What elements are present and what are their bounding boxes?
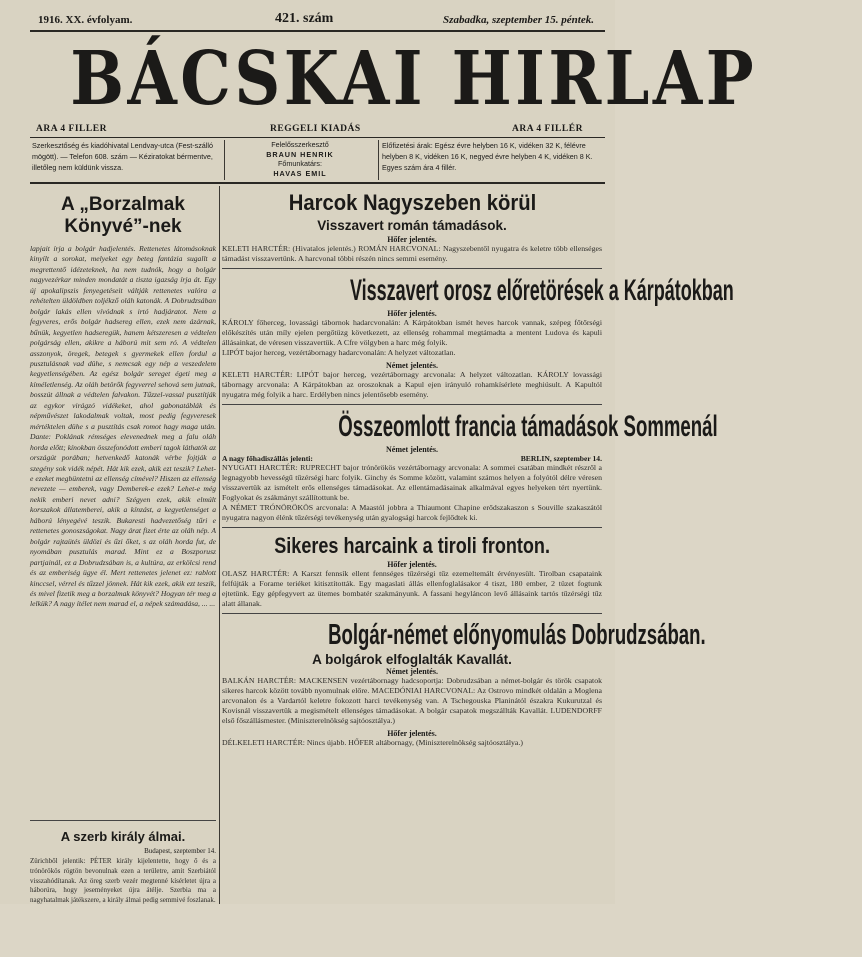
subhead-roman: Visszavert román támadások. (317, 218, 507, 233)
headline-somme (222, 409, 718, 445)
headline-dobrudzsa (222, 618, 706, 652)
report-label-1: Hőfer jelentés. (387, 235, 437, 244)
editor-label: Felelősszerkesztő (271, 140, 329, 149)
info-rule (30, 182, 605, 184)
paragraph-5: OLASZ HARCTÉR: A Karszt fennsík ellent fennséges tűzérségi tűz ezemeltemált érvényesült. Tirolban csapataink felfújták a Forame teriéket kitisztították. Egy magaslati állás ellenfoglalásakor 4 tiszt, 180 ember, 2 tüzet fogtunk ejtetünk. Egy gépfegyvert az ütemes bombatér szakmányunk. A fassani hegyláncon levő állásaink tartós tűzérségi tűz alatt állanak. (222, 569, 602, 608)
headline-nagyszeben (222, 190, 602, 216)
top-rule (30, 30, 605, 32)
paragraph-1: KELETI HARCTÉR: (Hivatalos jelentés.) ROMÁN HARCVONAL: Nagyszebentől nyugatra és keletre több ellenséges támadást visszavertünk. A harcvonal többi részén nincs semmi esemény. (222, 244, 602, 263)
sep-2 (222, 404, 602, 405)
left-article-headline: A „Borzalmak Könyvé”-nek (61, 194, 185, 237)
headline-dobrudzsa-text: Bolgár-német előnyomulás Dobrudzsában. (328, 619, 706, 651)
left-separator (30, 820, 216, 821)
issue-number: 421. szám (275, 11, 334, 26)
paragraph-2b: LIPÓT bajor herceg, vezértábornagy hadarcvonalán: A helyzet változatlan. (222, 348, 456, 357)
dateline-left: A nagy főhadiszállás jelenti: (222, 454, 313, 463)
headline-karpatok-text: Visszavert orosz előretörések a Kárpátokban (349, 274, 734, 307)
year-issue: 1916. XX. évfolyam. (38, 14, 133, 26)
left-article2-body: Zürichből jelentik: PÉTER király kijelentette, hogy ő és a trónörökös rögtön bevonulnak ezen a területre, amit Szerbiától visszahódítanak. Az öreg szerb vezér megtenné kísérletet újra a háborúra, hogy jeseményeket újra átélje. Szerbia ma a nagyhatalmak játékszere, a király álmai pedig semmivé foszlanak. (30, 857, 216, 905)
paragraph-6: BALKÁN HARCTÉR: MACKENSEN vezértábornagy hadcsoportja: Dobrudzsában a német-bolgár és török csapatok sikeres harcok között tovább nyomulnak előre. MACEDÓNIAI HARCVONAL: Az Ostrovo mindkét oldalán a Moglena arcvonalon és a Vardartól keletre fokozott harci tevékenység van. A Tschegouska Planinától északra Kukurutzal és Kovisnál visszavertük a megismételt ellenséges támadásokat. A bolgár csapatok megszállták Kavallát. LUDENDORFF első főszállásmester. (Miniszterelnökség sajtóosztálya.) (222, 676, 602, 725)
report-label-5: Hőfer jelentés. (387, 729, 437, 738)
staff-label: Főmunkatárs: (278, 159, 322, 168)
left-article2-headline: A szerb király álmai. (60, 829, 186, 844)
edition-label: REGGELI KIADÁS (270, 124, 361, 134)
paragraph-4: NYUGATI HARCTÉR: RUPRECHT bajor trónörökös vezértábornagy arcvonala: A sommei csatában mindkét részről a legnagyobb hevességű tűzérségi harc folyik. Ginchy és Somme között, valamint számos helyen a folyótól délre véresen visszavertük az ismételt erős ellenséges támadásokat. Az ellentámadásainak alkalmával egyes helyeken tért nyertünk. Foglyokat és zsákmányt szállítottunk be. (222, 463, 602, 502)
price-left: ARA 4 FILLER (36, 124, 107, 134)
headline-somme-text: Összeomlott francia támadások Sommenál (338, 410, 718, 443)
report-label-2: Hőfer jelentés. (387, 309, 437, 318)
sep-1 (222, 268, 602, 269)
info-divider-1 (224, 140, 225, 180)
dateline-berlin (222, 454, 602, 463)
headline-karpatok (222, 273, 734, 309)
subscription-info: Előfizetési árak: Egész évre helyben 16 K, vidéken 32 K, félévre helyben 8 K, vidéken 16 K, negyed évre helyben 4 K, vidéken 8 K. Egyes szám ára 4 fillér. (382, 141, 593, 172)
masthead-rule (30, 137, 605, 138)
top-info-bar (30, 11, 602, 28)
left-article-body: lapjait írja a bolgár hadjelentés. Rettenetes látomásoknak kinyílt a sorokat, melyeket egy beteg fantázia sugallt a megrettentő idézeteknek, ha nem tudnók, hogy a bolgár nagyvezérkar minden mondatát a tiszta igazság írja át. Egy új apokalipszis fenyegetéseit váltják rettenetes valóra a rehételten üldöldben toljékző oláh katonák. A Dobrudzsában bolgár lakás ellen vívódnak s irtó hadjáratot. Nem a fegyveres, erős bolgár hadsereg ellen, ezek nem ázárnak, bűnük, kegyetlen hadseregük, hanem kétszeresen a védtelen polgárság ellen, akikre a háború mit sem ró. A védtelen asszonyok, öregek, betegek s gyermekek ellen fordul a pusztulásnak vad dühe, s nemcsak egy nép a veszedelem kegyetlenségében. Az egész bolgár sereget égeti meg a kíméletlenség. Az oláh betörők fegyverrel sehová sem jutnak, bosszút állnak a védtelen falvakon. Tűzzel-vassal pusztítják az egykor virágzó vidékeket, ahol gabonatáblák és népművészet lakodalmak voltak, most pedig fegyveresek mértéktelen dühe s a pusztítás csak romot hagy maga után. Dante: Poklának rémséges elevenednek meg a falu oláh horda előtt; kínokban összefonódott emberi tagok láthatók az országút porában; hetvenkedő katonák vérbe fojtják a szegény sok vidék népét. Hát kik ezek, akik ezt teszik? Lehet-e ezeket megbüntetni az ellenség címével? Hiszen az ellenség nevezete — emberek, vagy Demberek-e ezek? Lehet-e még nekik emberi nevet adni? Szégyen ezek, akik elmúlt korszakok állatemberei, akik a kínzást, a kegyetlenséget a háború lényegévé teszik. Bukaresti hadvezetőség tűri e rettenetes gonoszságokat. Nagy árat fizet érte az oláh nép. A bolgár rajtaütés üldözi és űzi őket, s az oláh horda fut, de nyomában pusztulás marad. Mint ez a Boszporusz partjainál, ez a Dobrudzsában is, a kultúra, az erkölcsi rend és az emberiség ügye él. Mert rettenetes jelenet ez: rablott kinccsel, vérrel és tűzzel jönnek. Hát kik ezek, akik ezt teszik, és mivel fizetik meg a borzalmak könyvét? Hogyan tér meg a lelkük? A nagy ítélet nem marad el, a népek számadása, ... ... (30, 244, 216, 609)
headline-nagyszeben-text: Harcok Nagyszeben körül (288, 190, 536, 215)
staff-name: HAVAS EMIL (273, 168, 327, 178)
dateline-right: BERLIN, szeptember 14. (520, 454, 602, 463)
headline-tirol-text: Sikeres harcaink a tiroli fronton. (274, 533, 550, 558)
issue-date: Szabadka, szeptember 15. péntek. (443, 14, 594, 26)
left-column (30, 186, 216, 957)
headline-tirol (222, 532, 602, 560)
german-label-2: Német jelentés. (386, 667, 438, 676)
editor-info (226, 140, 374, 178)
sep-4 (222, 613, 602, 614)
report-label-4: Hőfer jelentés. (387, 560, 437, 569)
paragraph-2: KÁROLY főherceg, lovassági tábornok hadarcvonalán: A Kárpátokban ismét heves harcok vannak, szépeg főtőrségi előkészítés után míly ejelen pergőtüzg következett, az ellenség rohammal megtámadta a mentent Ludova és kapuli állásainkat, de véresen visszavertük. A Cfre völgyben a harc még folyik. (222, 318, 602, 347)
sep-3 (222, 527, 602, 528)
paragraph-4b: A NÉMET TRÓNÖRÖKÖS arcvonala: A Maastól jobbra a Thiaumont Chapine erődszakaszon s Souville szakaszától nyugatra nagyon élénk tűzérségi tevékenység után gyalogsági harcok fejlődtek ki. (222, 503, 602, 522)
left-article2-dateline: Budapest, szeptember 14. (144, 847, 216, 855)
right-column (222, 186, 734, 748)
masthead-title: BÁCSKAI HIRLAP (70, 36, 757, 122)
editorial-office-info: Szerkesztőség és kiadóhivatal Lendvay-utca (Fest-szálló mögött). — Telefon 608. szám — Kéziratokat bérmentve, illetőleg nem küldünk vissza. (32, 141, 213, 172)
paragraph-7: DÉLKELETI HARCTÉR: Nincs újabb. HŐFER altábornagy, (Miniszterelnökség sajtóosztálya.) (222, 738, 523, 747)
price-right: ARA 4 FILLÉR (512, 124, 583, 134)
editor-name: BRAUN HENRIK (266, 149, 334, 159)
report-label-3: Német jelentés. (386, 445, 438, 454)
subhead-kavalla: A bolgárok elfoglalták Kavallát. (312, 652, 512, 667)
german-label-1: Német jelentés. (386, 361, 438, 370)
paragraph-3: KELETI HARCTÉR: LIPÓT bajor herceg, vezértábornagy arcvonala: A helyzet változatlan. KÁROLY lovassági tábornagy arcvonala: A Kárpátokban az oroszoknak a Kapul ejen irányuló rohamkísérlete meghiúsult. A Kapultól nyugatra még folyik a harc. Erdélyben nincs jelentősebb esemény. (222, 370, 602, 399)
column-divider (219, 186, 220, 904)
info-divider-2 (378, 140, 379, 180)
